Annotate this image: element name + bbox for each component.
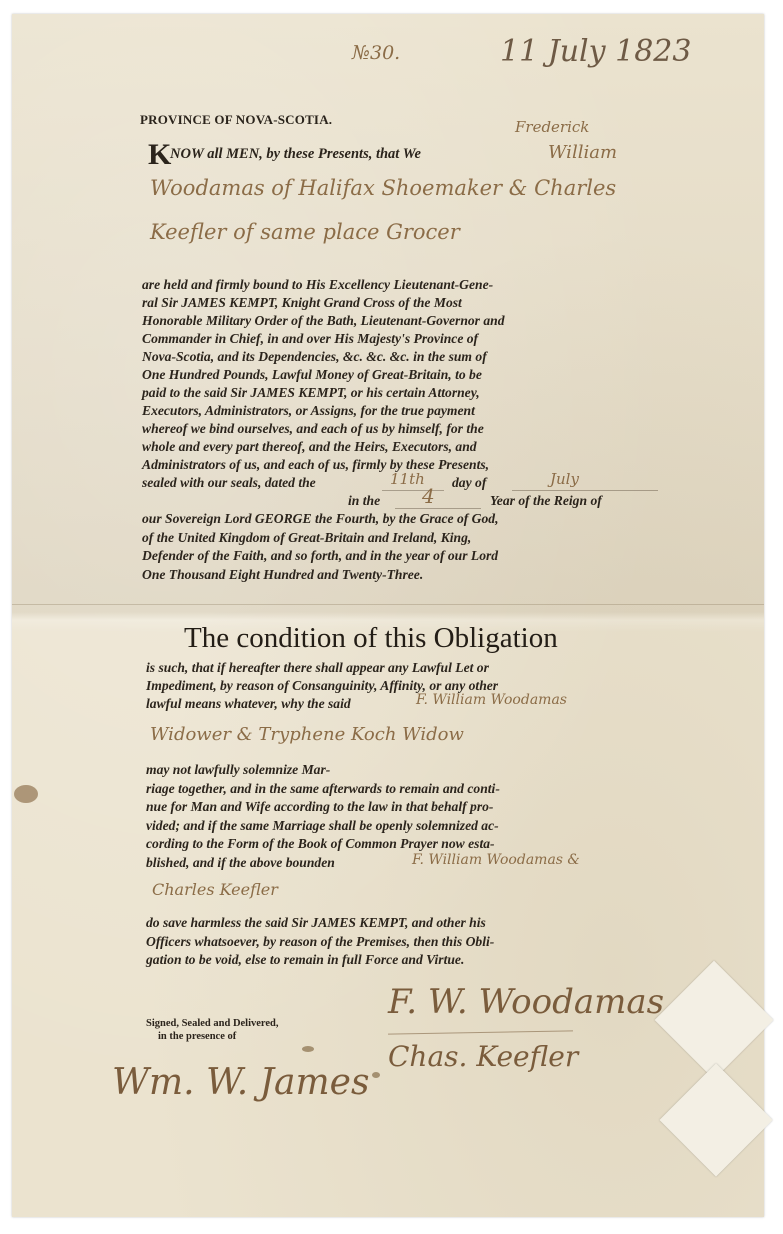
handwritten-name: William bbox=[548, 142, 618, 163]
text-line: Executors, Administrators, or Assigns, for the true payment bbox=[142, 403, 475, 418]
handwritten-bounden-1: F. William Woodamas & bbox=[412, 852, 580, 868]
text-line: Officers whatsoever, by reason of the Premises, then this Obli- bbox=[146, 933, 495, 949]
text-line: whole and every part thereof, and the Heirs, Executors, and bbox=[142, 439, 477, 454]
document-number: №30. bbox=[352, 42, 401, 64]
ink-stain bbox=[372, 1072, 380, 1078]
signed-label-1: Signed, Sealed and Delivered, bbox=[146, 1018, 279, 1029]
signature-keefler: Chas. Keefler bbox=[388, 1040, 579, 1073]
signature-woodamas: F. W. Woodamas bbox=[388, 982, 665, 1022]
ink-stain bbox=[302, 1046, 314, 1052]
text-line: do save harmless the said Sir JAMES KEMPT, and other his bbox=[146, 915, 486, 930]
seal-line-part-1: sealed with our seals, dated the bbox=[142, 475, 316, 490]
handwritten-interlinear-name: Frederick bbox=[515, 118, 590, 136]
text-line: Commander in Chief, in and over His Majesty's Province of bbox=[142, 331, 479, 346]
text-line: are held and firmly bound to His Excellency Lieutenant-Gene- bbox=[142, 277, 494, 292]
text-line: whereof we bind ourselves, and each of us by himself, for the bbox=[142, 421, 484, 436]
signed-label-2: in the presence of bbox=[158, 1031, 237, 1042]
text-line: cording to the Form of the Book of Common Prayer now esta- bbox=[146, 836, 495, 851]
opening-initial: K bbox=[148, 138, 172, 171]
text-line: Impediment, by reason of Consanguinity, Affinity, or any other bbox=[146, 678, 499, 693]
text-line: may not lawfully solemnize Mar- bbox=[146, 762, 331, 777]
handwritten-bounden-2: Charles Keefler bbox=[152, 880, 278, 899]
blank-line bbox=[395, 508, 481, 509]
seal-line-part-2: day of bbox=[452, 475, 487, 490]
text-line: Administrators of us, and each of us, firmly by these Presents, bbox=[142, 457, 490, 472]
handwritten-reign-year: 4 bbox=[422, 484, 435, 508]
handwritten-said-names-2: Widower & Tryphene Koch Widow bbox=[150, 724, 464, 745]
province-heading: PROVINCE OF NOVA-SCOTIA. bbox=[140, 112, 333, 127]
ink-stain bbox=[14, 785, 38, 803]
signature-witness: Wm. W. James bbox=[112, 1062, 370, 1103]
reign-line-part-2: Year of the Reign of bbox=[490, 493, 602, 508]
text-line: of the United Kingdom of Great-Britain and Ireland, King, bbox=[142, 529, 472, 545]
condition-bounden-line: blished, and if the above bounden bbox=[146, 855, 335, 870]
text-line: our Sovereign Lord GEORGE the Fourth, by the Grace of God, bbox=[142, 511, 499, 526]
text-line: gation to be void, else to remain in full Force and Virtue. bbox=[146, 952, 465, 967]
text-line: Honorable Military Order of the Bath, Lieutenant-Governor and bbox=[142, 313, 505, 328]
handwritten-party-line-1: Woodamas of Halifax Shoemaker & Charles bbox=[150, 176, 617, 200]
text-line: One Thousand Eight Hundred and Twenty-Three. bbox=[142, 566, 424, 582]
handwritten-said-names-1: F. William Woodamas bbox=[416, 692, 567, 708]
opening-text: NOW all MEN, by these Presents, that We bbox=[170, 146, 421, 162]
text-line: riage together, and in the same afterwards to remain and conti- bbox=[146, 780, 500, 796]
text-line: One Hundred Pounds, Lawful Money of Great-Britain, to be bbox=[142, 367, 482, 382]
blank-line bbox=[512, 490, 658, 491]
document-date: 11 July 1823 bbox=[500, 34, 692, 69]
text-line: Defender of the Faith, and so forth, and in the year of our Lord bbox=[142, 548, 499, 563]
handwritten-day: 11th bbox=[390, 470, 425, 488]
text-line: ral Sir JAMES KEMPT, Knight Grand Cross of the Most bbox=[142, 295, 462, 310]
handwritten-month: July bbox=[550, 470, 579, 488]
reign-line-part-1: in the bbox=[348, 493, 381, 508]
condition-title: The condition of this Obligation bbox=[184, 622, 558, 654]
condition-said-line: lawful means whatever, why the said bbox=[146, 696, 351, 711]
text-line: nue for Man and Wife according to the law in that behalf pro- bbox=[146, 799, 494, 814]
text-line: Nova-Scotia, and its Dependencies, &c. &c. &c. in the sum of bbox=[142, 349, 487, 364]
handwritten-party-line-2: Keefler of same place Grocer bbox=[150, 220, 460, 244]
text-line: is such, that if hereafter there shall appear any Lawful Let or bbox=[146, 660, 489, 675]
text-line: paid to the said Sir JAMES KEMPT, or his certain Attorney, bbox=[142, 385, 480, 400]
fold-line bbox=[12, 604, 764, 605]
text-line: vided; and if the same Marriage shall be openly solemnized ac- bbox=[146, 817, 499, 833]
